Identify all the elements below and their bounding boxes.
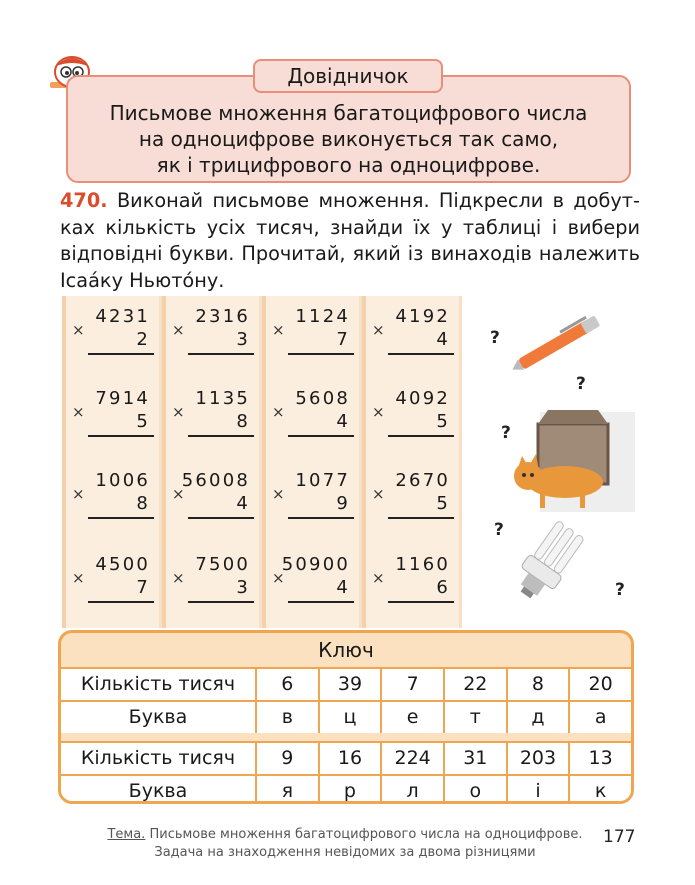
- key-row-label: Кількість тисяч: [80, 747, 236, 769]
- key-title: Ключ: [318, 638, 374, 662]
- key-cell: я: [255, 776, 318, 804]
- reference-line: Письмове множення багатоцифрового числа: [109, 101, 588, 125]
- result-line: [388, 517, 454, 519]
- result-line: [88, 601, 154, 603]
- key-row-letters: [61, 774, 631, 804]
- result-line: [88, 517, 154, 519]
- times-sign: ×: [172, 485, 185, 503]
- multiplier: 4: [236, 493, 250, 514]
- key-cell: 39: [318, 669, 381, 700]
- key-cell: 20: [568, 669, 631, 700]
- multiplicand: 1077: [295, 470, 350, 491]
- reference-text: [66, 100, 631, 178]
- key-cell: д: [506, 702, 569, 733]
- multiplication-problem: [172, 470, 258, 530]
- result-line: [188, 601, 254, 603]
- result-line: [288, 601, 354, 603]
- multiplier: 8: [236, 411, 250, 432]
- question-mark: ?: [490, 328, 500, 348]
- multiplication-problem: [372, 306, 458, 366]
- reference-title: Довідничок: [253, 59, 443, 93]
- multiplication-problem: [172, 388, 258, 448]
- multiplication-problem: [72, 554, 158, 614]
- page-number: 177: [603, 827, 636, 847]
- key-cell: 22: [443, 669, 506, 700]
- times-sign: ×: [272, 321, 285, 339]
- multiplicand: 4500: [95, 554, 150, 575]
- key-table: [58, 630, 634, 804]
- question-mark: ?: [494, 520, 504, 540]
- multiplication-problem: [272, 306, 358, 366]
- multiplier: 4: [336, 577, 350, 598]
- key-cell: 224: [380, 743, 443, 774]
- multiplier: 8: [136, 493, 150, 514]
- key-cell: 9: [255, 743, 318, 774]
- key-cell: а: [568, 702, 631, 733]
- result-line: [288, 435, 354, 437]
- result-line: [388, 435, 454, 437]
- key-cell: л: [380, 776, 443, 804]
- multiplicand: 1160: [395, 554, 450, 575]
- multiplier: 3: [236, 329, 250, 350]
- key-cell: е: [380, 702, 443, 733]
- result-line: [388, 353, 454, 355]
- multiplication-problem: [372, 470, 458, 530]
- key-cell: 203: [506, 743, 569, 774]
- multiplicand: 4192: [395, 306, 450, 327]
- key-row-thousands: [61, 741, 631, 774]
- key-cell: т: [443, 702, 506, 733]
- multiplier: 7: [336, 329, 350, 350]
- multiplicand: 1006: [95, 470, 150, 491]
- key-row-label: Буква: [128, 780, 188, 802]
- key-row-thousands: [61, 667, 631, 700]
- task-line: відповідні букви. Прочитай, який із винаходів належить: [60, 242, 640, 265]
- result-line: [288, 517, 354, 519]
- multiplicand: 56008: [181, 470, 250, 491]
- times-sign: ×: [272, 403, 285, 421]
- task-line: Виконай письмове множення. Підкресли в добут-: [116, 189, 640, 212]
- key-row-letters: [61, 700, 631, 733]
- multiplicand: 1124: [295, 306, 350, 327]
- times-sign: ×: [172, 569, 185, 587]
- multiplier: 3: [236, 577, 250, 598]
- multiplication-problem: [172, 306, 258, 366]
- multiplication-problem: [372, 554, 458, 614]
- multiplication-problem: [172, 554, 258, 614]
- key-cell: 7: [380, 669, 443, 700]
- result-line: [88, 353, 154, 355]
- multiplication-problem: [72, 470, 158, 530]
- times-sign: ×: [372, 485, 385, 503]
- multiplier: 4: [336, 411, 350, 432]
- multiplication-problem: [272, 554, 358, 614]
- multiplicand: 1135: [195, 388, 250, 409]
- times-sign: ×: [272, 485, 285, 503]
- footer-tema: Тема.: [107, 827, 146, 842]
- key-cell: 31: [443, 743, 506, 774]
- times-sign: ×: [72, 569, 85, 587]
- multiplication-problem: [72, 306, 158, 366]
- key-cell: 13: [568, 743, 631, 774]
- task-line: Ісаáку Ньюто́ну.: [60, 268, 225, 292]
- key-cell: о: [443, 776, 506, 804]
- multiplicand: 50900: [281, 554, 350, 575]
- times-sign: ×: [72, 403, 85, 421]
- times-sign: ×: [172, 403, 185, 421]
- result-line: [188, 435, 254, 437]
- result-line: [288, 353, 354, 355]
- key-row-label: Кількість тисяч: [80, 673, 236, 695]
- footer-line: Задача на знаходження невідомих за двома різницями: [154, 845, 536, 860]
- times-sign: ×: [372, 403, 385, 421]
- times-sign: ×: [272, 569, 285, 587]
- key-cell: 6: [255, 669, 318, 700]
- reference-line: на одноцифрове виконується так само,: [138, 127, 559, 151]
- task-number: 470.: [60, 189, 108, 212]
- key-cell: к: [568, 776, 631, 804]
- key-cell: в: [255, 702, 318, 733]
- multiplier: 5: [136, 411, 150, 432]
- multiplicand: 4231: [95, 306, 150, 327]
- cat-flap-icon: [510, 402, 635, 522]
- task-line-first: [60, 188, 640, 215]
- question-mark: ?: [501, 423, 511, 443]
- multiplication-problem: [72, 388, 158, 448]
- multiplicand: 7914: [95, 388, 150, 409]
- multiplication-problem: [272, 470, 358, 530]
- multiplier: 5: [436, 493, 450, 514]
- multiplicand: 7500: [195, 554, 250, 575]
- task-line: ках кількість усіх тисяч, знайди їх у таблиці і вибери: [60, 215, 640, 239]
- times-sign: ×: [72, 485, 85, 503]
- result-line: [88, 435, 154, 437]
- key-cell: ц: [318, 702, 381, 733]
- question-mark: ?: [615, 580, 625, 600]
- pen-icon: [505, 312, 615, 372]
- times-sign: ×: [172, 321, 185, 339]
- task-text: [60, 188, 640, 294]
- light-bulb-icon: [508, 518, 586, 614]
- result-line: [388, 601, 454, 603]
- multiplicand: 5608: [295, 388, 350, 409]
- multiplier: 6: [436, 577, 450, 598]
- multiplicand: 4092: [395, 388, 450, 409]
- key-row-label: Буква: [128, 706, 188, 728]
- key-cell: 16: [318, 743, 381, 774]
- multiplication-problem: [372, 388, 458, 448]
- footer-line: Письмове множення багатоцифрового числа на одноцифрове.: [149, 827, 583, 842]
- key-cell: і: [506, 776, 569, 804]
- multiplier: 9: [336, 493, 350, 514]
- result-line: [188, 517, 254, 519]
- page-footer: [100, 826, 590, 862]
- key-cell: 8: [506, 669, 569, 700]
- multiplicand: 2670: [395, 470, 450, 491]
- times-sign: ×: [372, 321, 385, 339]
- key-cell: р: [318, 776, 381, 804]
- multiplication-problem: [272, 388, 358, 448]
- multiplicand: 2316: [195, 306, 250, 327]
- multiplier: 5: [436, 411, 450, 432]
- result-line: [188, 353, 254, 355]
- multiplier: 2: [136, 329, 150, 350]
- times-sign: ×: [372, 569, 385, 587]
- reference-line: як і трицифрового на одноцифрове.: [156, 153, 541, 177]
- multiplier: 7: [136, 577, 150, 598]
- multiplier: 4: [436, 329, 450, 350]
- times-sign: ×: [72, 321, 85, 339]
- question-mark: ?: [576, 374, 586, 394]
